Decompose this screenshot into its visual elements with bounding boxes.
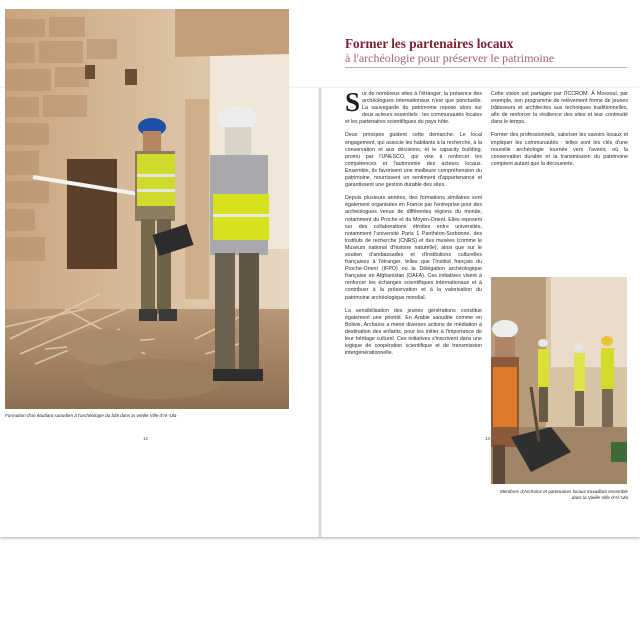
page-number-right: 13 (485, 436, 491, 441)
page-spine (318, 88, 322, 537)
paragraph-1-text: ur de nombreux sites à l'étranger, la présence des archéologues internationaux n'est que ponctuelle. La sauvegarde du patrimoine repose alors sur deux acteurs essentiels : les communautés locales et les partenaires scientifiques du pays hôte. (345, 91, 482, 126)
paragraph-6: Former des professionnels, valoriser les savoirs locaux et impliquer les communautés : telles sont les clés d'une nouvelle archéologie tournée vers l'avenir, où la conservation durable et la transmission du patrimoine comptent autant que la découverte. (491, 132, 628, 167)
page-number-left: 12 (143, 436, 149, 441)
dropcap: S (345, 87, 361, 117)
right-photo-caption: Membres d'Archaïos et partenaires locaux travaillant ensemble dans la Vieille Ville d'Al-'Ula (499, 489, 628, 500)
left-photo-caption: Formation d'un étudiant saoudien à l'archéologie du bâti dans la Vieille Ville d'Al-'Ula (5, 413, 177, 418)
paragraph-4: La sensibilisation des jeunes générations constitue également une priorité. En Arabie saoudite comme en Bolivie, Archaïos a mené diverses actions de médiation à destination des enfants, pour les initier à l'importance de leur héritage culturel. Ces initiatives s'inscrivent dans une logique de coopération scientifique et de transmission intergénérationnelle. (345, 307, 482, 357)
paragraph-3: Depuis plusieurs années, des formations similaires sont également organisées en France par l'entreprise pour des archéologues venus de différentes régions du monde, notamment du Proche et du Moyen-Orient. Elles reposent sur des collaborations étroites entre universités, notamment l'université Paris 1 Panthéon-Sorbonne, des instituts de recherche (CNRS) et des musées (comme le Muséum national d'histoire naturelle), ainsi que sur le soutien d'ambassades et d'institutions culturelles françaises à l'étranger, telles que l'Institut français du Proche-Orient (IFPO) ou la Délégation archéologique française en Afghanistan (DAFA). Ces initiatives visent à renforcer les échanges scientifiques internationaux et à contribuer à la préservation et à la valorisation du patrimoine archéologique mondial. (345, 195, 482, 301)
paragraph-intro (345, 87, 482, 126)
title-rule (345, 67, 627, 68)
paragraph-5: Cette vision est partagée par l'ICCROM. À Mossoul, par exemple, son programme de relèvement forme de jeunes bâtisseurs et architectes aux techniques traditionnelles, afin de renforcer la résilience des sites et leur continuité dans le temps. (491, 91, 628, 126)
photo-team-working (491, 277, 627, 484)
page-subtitle: à l'archéologie pour préserver le patrimoine (345, 51, 555, 65)
page-title: Former les partenaires locaux (345, 36, 514, 51)
photo-student-training (5, 9, 289, 409)
text-column-1 (345, 87, 482, 363)
text-column-2 (491, 91, 628, 174)
paragraph-2: Deux principes guident cette démarche. Le local engagement, qui associe les habitants à la recherche, à la conservation et aux décisions, et le capacity building, promu par l'UNESCO, qui vise à renforcer les compétences et l'autonomie des acteurs locaux. Ensemble, ils favorisent une meilleure compréhension du patrimoine, nourrissent un sentiment d'appartenance et garantissent une gestion durable des sites. (345, 132, 482, 189)
